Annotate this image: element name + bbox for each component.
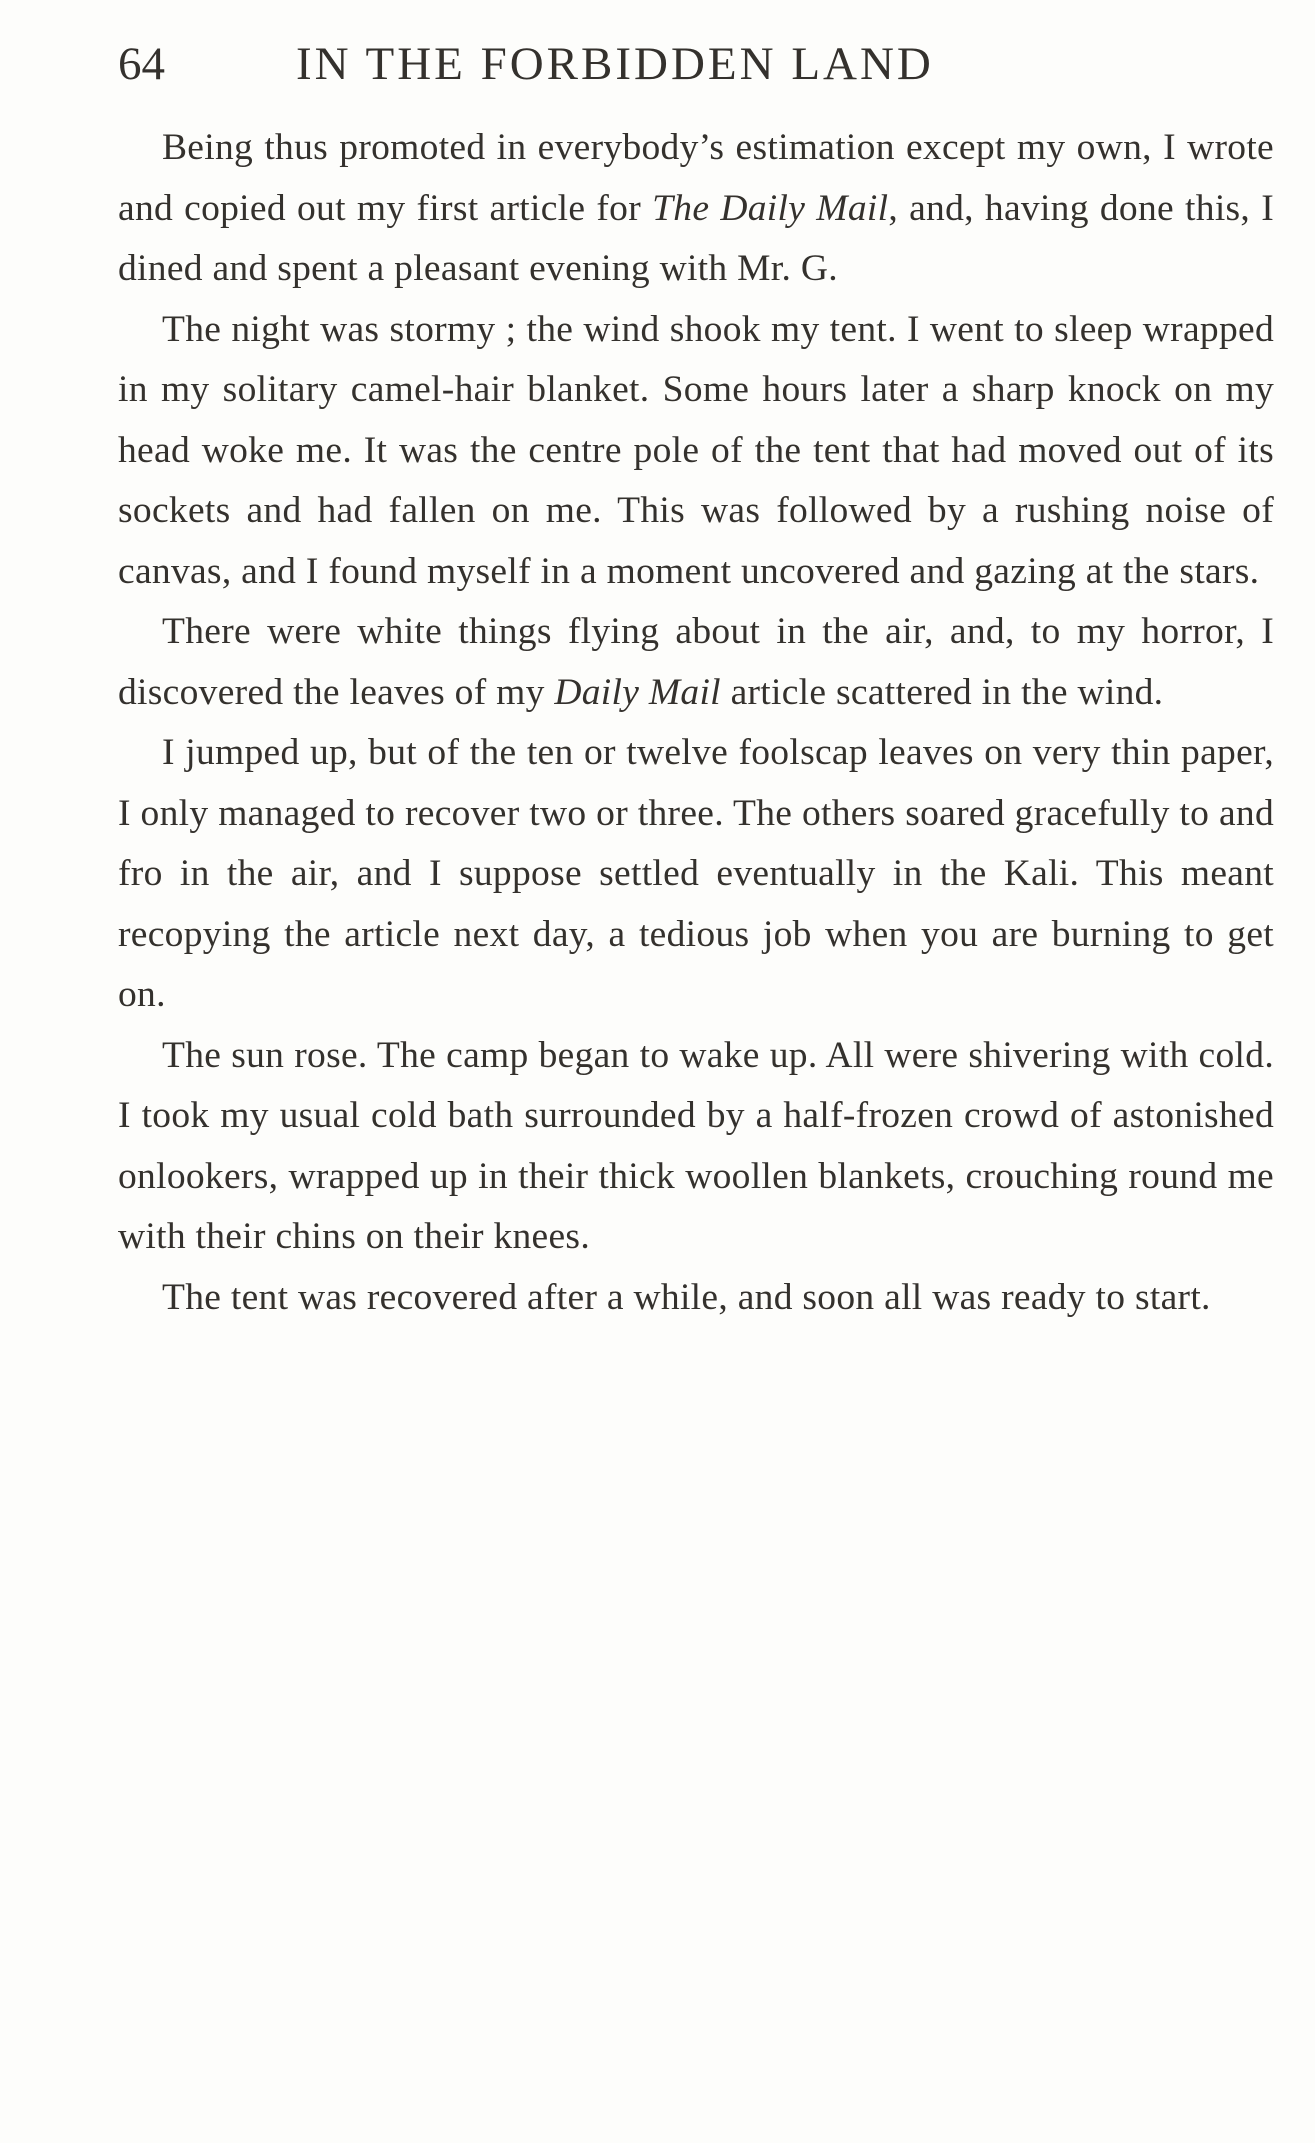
paragraph-2 [118, 300, 1274, 603]
paragraph-6 [118, 1268, 1274, 1329]
paragraph-text: The sun rose. The camp began to wake up. All were shivering with cold. I took my usual cold bath surrounded by a half-frozen crowd of astonished onlookers, wrapped up in their thick woollen blankets, crouching round me with their chins on their knees. [118, 1034, 1274, 1257]
paragraph-5 [118, 1026, 1274, 1268]
running-head [118, 34, 1090, 94]
body-text [118, 118, 1274, 1328]
paragraph-4 [118, 723, 1274, 1026]
paragraph-text: article scattered in the wind. [720, 671, 1164, 713]
paragraph-text: The tent was recovered after a while, and soon all was ready to start. [162, 1276, 1211, 1318]
paragraph-text: I jumped up, but of the ten or twelve foolscap leaves on very thin paper, I only managed to recover two or three. The others soared gracefully to and fro in the air, and I suppose settled eventually in the Kali. This meant recopying the article next day, a tedious job when you are burning to get on. [118, 732, 1274, 1015]
paragraph-text: , and, having done this, I dined and spent a pleasant evening with Mr. G. [118, 187, 1274, 289]
paragraph-1 [118, 118, 1274, 300]
paragraph-3 [118, 602, 1274, 723]
page-number: 64 [118, 38, 165, 90]
running-title: IN THE FORBIDDEN LAND [296, 38, 934, 90]
italic-publication-title: Daily Mail [554, 671, 721, 713]
paragraph-text: The night was stormy ; the wind shook my tent. I went to sleep wrapped in my solitary camel-hair blanket. Some hours later a sharp knock on my head woke me. It was the centre pole of the tent that had moved out of its sockets and had fallen on me. This was followed by a rushing noise of canvas, and I found myself in a moment uncovered and gazing at the stars. [118, 308, 1274, 592]
paragraph-text: There were white things flying about in the air, and, to my horror, I discovered the leaves of my [118, 611, 1274, 713]
italic-publication-title: The Daily Mail [652, 187, 889, 229]
paragraph-text: Being thus promoted in everybody’s estimation except my own, I wrote and copied out my first article for [118, 127, 1274, 229]
